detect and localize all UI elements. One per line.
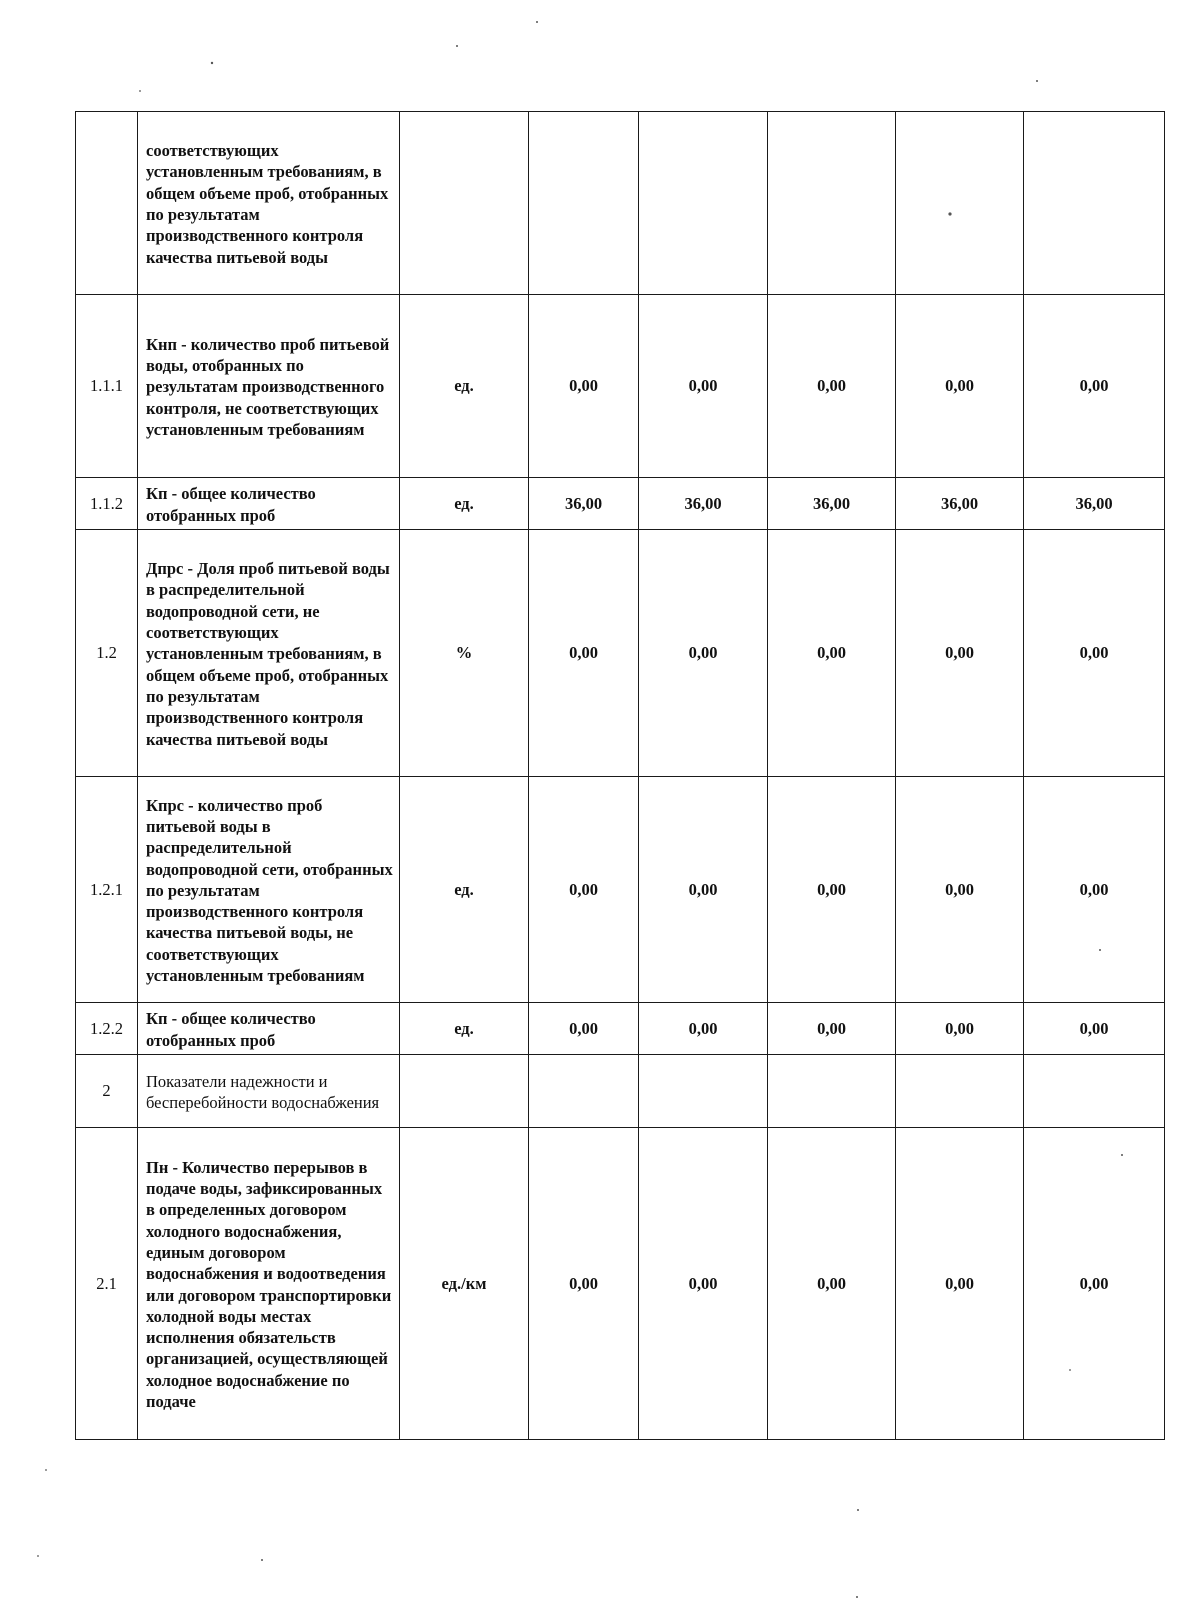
unit-cell xyxy=(400,1055,529,1128)
table-row xyxy=(76,1128,1165,1440)
indicator-description-cell: Кп - общее количество отобранных проб xyxy=(138,478,400,530)
value-cell: 0,00 xyxy=(896,1003,1024,1055)
value-cell xyxy=(768,112,896,295)
value-cell: 36,00 xyxy=(1024,478,1165,530)
value-cell: 0,00 xyxy=(529,1003,639,1055)
value-cell: 0,00 xyxy=(529,295,639,478)
value-cell xyxy=(639,112,768,295)
row-number-cell: 2 xyxy=(76,1055,138,1128)
value-cell: 0,00 xyxy=(529,777,639,1003)
value-cell: 0,00 xyxy=(768,1003,896,1055)
row-number-cell: 1.1.2 xyxy=(76,478,138,530)
row-number-cell: 1.2 xyxy=(76,530,138,777)
value-cell xyxy=(529,112,639,295)
value-cell: 36,00 xyxy=(768,478,896,530)
row-number-cell xyxy=(76,112,138,295)
value-cell: 0,00 xyxy=(896,1128,1024,1440)
value-cell: 0,00 xyxy=(1024,295,1165,478)
row-number-cell: 1.1.1 xyxy=(76,295,138,478)
indicator-description-cell: Кпрс - количество проб питьевой воды в распределительной водопроводной сети, отобранных по результатам производственного контроля качества питьевой воды, не соответствующих установленным требованиям xyxy=(138,777,400,1003)
value-cell: 0,00 xyxy=(639,530,768,777)
value-cell: 0,00 xyxy=(1024,1128,1165,1440)
unit-cell: ед. xyxy=(400,777,529,1003)
value-cell: 0,00 xyxy=(1024,1003,1165,1055)
table-row xyxy=(76,478,1165,530)
unit-cell: ед./км xyxy=(400,1128,529,1440)
unit-cell xyxy=(400,112,529,295)
table-row xyxy=(76,777,1165,1003)
indicator-description-cell: Дпрс - Доля проб питьевой воды в распределительной водопроводной сети, не соответствующих установленным требованиям, в общем объеме проб, отобранных по результатам производственного контроля качества питьевой воды xyxy=(138,530,400,777)
table-row xyxy=(76,1055,1165,1128)
row-number-cell: 1.2.2 xyxy=(76,1003,138,1055)
table-row xyxy=(76,530,1165,777)
value-cell xyxy=(529,1055,639,1128)
row-number-cell: 1.2.1 xyxy=(76,777,138,1003)
indicator-description-cell: Кнп - количество проб питьевой воды, отобранных по результатам производственного контроля, не соответствующих установленным требованиям xyxy=(138,295,400,478)
table-row xyxy=(76,1003,1165,1055)
indicators-table xyxy=(75,111,1165,1440)
value-cell: 0,00 xyxy=(896,777,1024,1003)
value-cell: 0,00 xyxy=(768,530,896,777)
value-cell: 0,00 xyxy=(639,295,768,478)
indicator-description-cell: Пн - Количество перерывов в подаче воды, зафиксированных в определенных договором холодного водоснабжения, единым договором водоснабжения и водоотведения или договором транспортировки холодной воды местах исполнения обязательств организацией, осуществляющей холодное водоснабжение по подаче xyxy=(138,1128,400,1440)
value-cell xyxy=(768,1055,896,1128)
value-cell: 0,00 xyxy=(529,530,639,777)
value-cell: 0,00 xyxy=(1024,777,1165,1003)
value-cell: 36,00 xyxy=(639,478,768,530)
value-cell: 0,00 xyxy=(768,1128,896,1440)
value-cell: 0,00 xyxy=(896,530,1024,777)
value-cell: 0,00 xyxy=(529,1128,639,1440)
row-number-cell: 2.1 xyxy=(76,1128,138,1440)
value-cell: 0,00 xyxy=(896,295,1024,478)
value-cell: 0,00 xyxy=(768,295,896,478)
table-row xyxy=(76,295,1165,478)
value-cell xyxy=(639,1055,768,1128)
value-cell: 0,00 xyxy=(1024,530,1165,777)
value-cell: 36,00 xyxy=(529,478,639,530)
unit-cell: ед. xyxy=(400,1003,529,1055)
unit-cell: ед. xyxy=(400,478,529,530)
table-row xyxy=(76,112,1165,295)
unit-cell: % xyxy=(400,530,529,777)
value-cell xyxy=(1024,112,1165,295)
section-heading-cell: Показатели надежности и бесперебойности водоснабжения xyxy=(138,1055,400,1128)
value-cell: 0,00 xyxy=(639,1003,768,1055)
value-cell: 0,00 xyxy=(639,1128,768,1440)
value-cell: 36,00 xyxy=(896,478,1024,530)
value-cell xyxy=(896,1055,1024,1128)
value-cell: 0,00 xyxy=(768,777,896,1003)
unit-cell: ед. xyxy=(400,295,529,478)
value-cell: 0,00 xyxy=(639,777,768,1003)
indicator-description-cell: соответствующих установленным требованиям, в общем объеме проб, отобранных по результатам производственного контроля качества питьевой воды xyxy=(138,112,400,295)
value-cell xyxy=(1024,1055,1165,1128)
indicator-description-cell: Кп - общее количество отобранных проб xyxy=(138,1003,400,1055)
value-cell xyxy=(896,112,1024,295)
